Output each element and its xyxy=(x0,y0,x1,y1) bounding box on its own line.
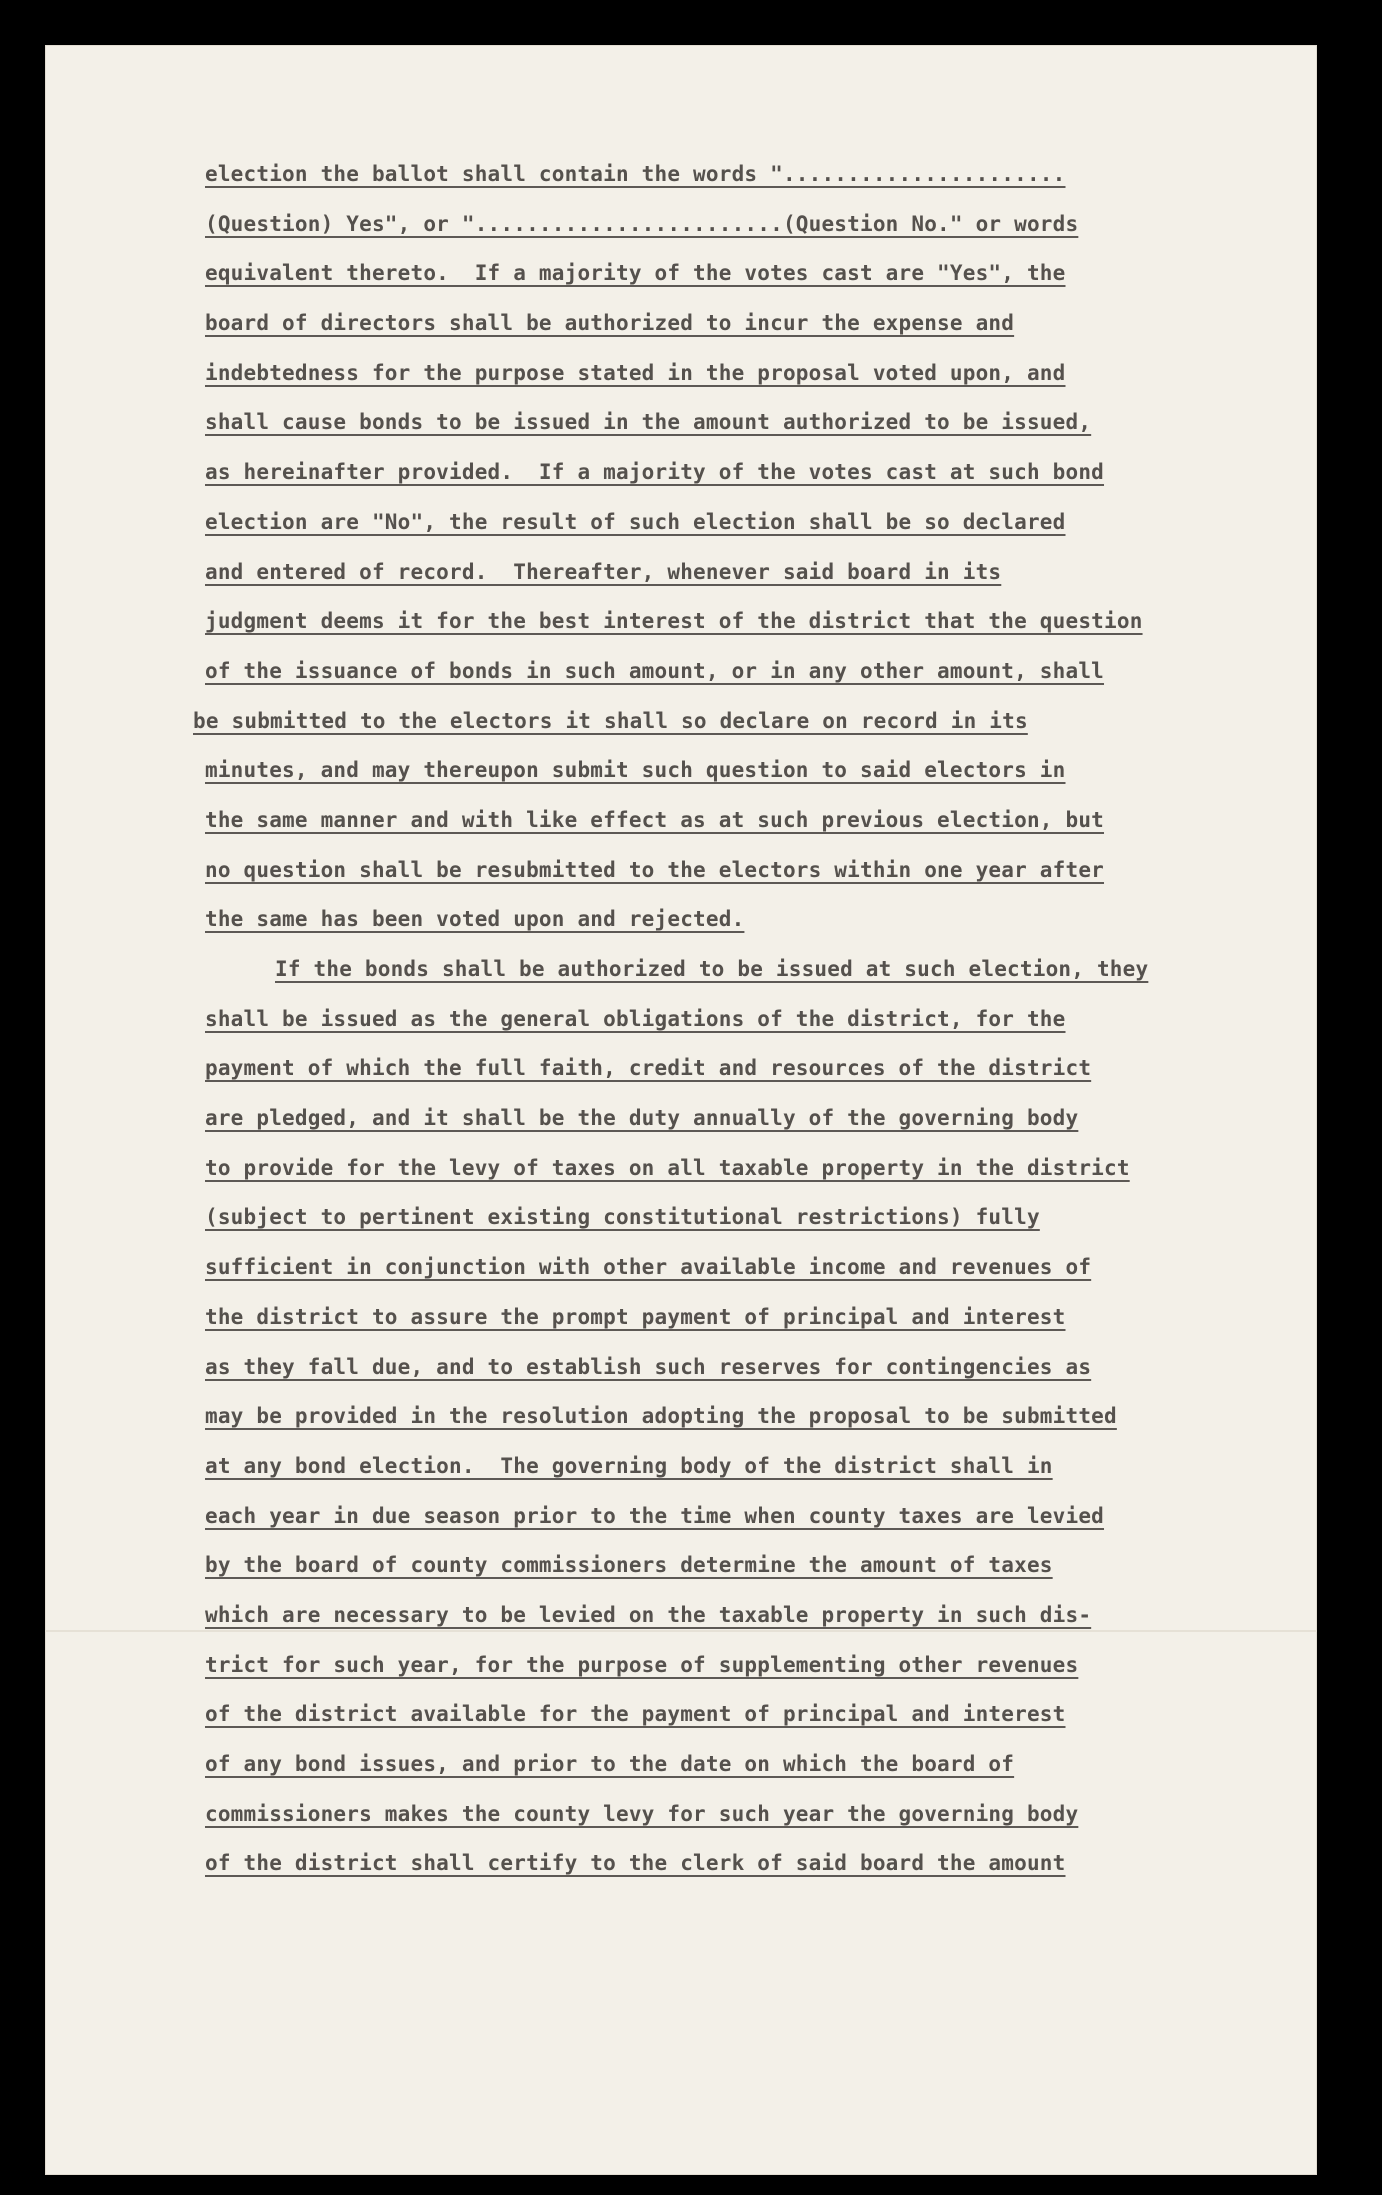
text-line: of the district shall certify to the clerk of said board the amount xyxy=(205,1851,1066,1876)
text-line: and entered of record. Thereafter, whenever said board in its xyxy=(205,559,1002,584)
text-line: as hereinafter provided. If a majority of the votes cast at such bond xyxy=(205,460,1105,485)
text-line: as they fall due, and to establish such reserves for contingencies as xyxy=(205,1354,1092,1379)
text-line: (subject to pertinent existing constitutional restrictions) fully xyxy=(205,1205,1040,1230)
text-line: board of directors shall be authorized to incur the expense and xyxy=(205,311,1015,336)
text-line: the district to assure the prompt payment of principal and interest xyxy=(205,1304,1066,1329)
text-line: equivalent thereto. If a majority of the votes cast are "Yes", the xyxy=(205,261,1066,286)
text-line: to provide for the levy of taxes on all taxable property in the district xyxy=(205,1155,1130,1180)
text-line: may be provided in the resolution adopting the proposal to be submitted xyxy=(205,1404,1117,1429)
document-page xyxy=(45,45,1317,2175)
text-line: (Question) Yes", or "........................(Question No." or words xyxy=(205,211,1079,236)
text-line: judgment deems it for the best interest of the district that the question xyxy=(205,609,1143,634)
text-line: the same has been voted upon and rejected. xyxy=(205,907,745,932)
text-line: are pledged, and it shall be the duty annually of the governing body xyxy=(205,1106,1079,1131)
text-line: shall cause bonds to be issued in the amount authorized to be issued, xyxy=(205,410,1092,435)
text-line: election are "No", the result of such election shall be so declared xyxy=(205,509,1066,534)
text-line: shall be issued as the general obligations of the district, for the xyxy=(205,1006,1066,1031)
text-line: election the ballot shall contain the words "...................... xyxy=(205,162,1066,186)
typewritten-text xyxy=(145,150,1275,1889)
text-line: sufficient in conjunction with other available income and revenues of xyxy=(205,1255,1092,1280)
paragraph-start-line: If the bonds shall be authorized to be issued at such election, they xyxy=(275,957,1149,981)
text-line: of any bond issues, and prior to the date on which the board of xyxy=(205,1752,1015,1776)
text-line: be submitted to the electors it shall so declare on record in its xyxy=(193,708,1028,733)
text-line: of the issuance of bonds in such amount, or in any other amount, shall xyxy=(205,658,1105,683)
text-line: trict for such year, for the purpose of supplementing other revenues xyxy=(205,1652,1079,1677)
text-line: at any bond election. The governing body of the district shall in xyxy=(205,1453,1053,1478)
text-line: minutes, and may thereupon submit such question to said electors in xyxy=(205,758,1066,783)
text-line: by the board of county commissioners determine the amount of taxes xyxy=(205,1553,1053,1578)
text-line: the same manner and with like effect as at such previous election, but xyxy=(205,807,1105,832)
text-line: which are necessary to be levied on the taxable property in such dis- xyxy=(205,1602,1092,1627)
text-line: payment of which the full faith, credit and resources of the district xyxy=(205,1056,1092,1081)
text-line: commissioners makes the county levy for such year the governing body xyxy=(205,1801,1079,1826)
text-line: each year in due season prior to the time when county taxes are levied xyxy=(205,1503,1105,1528)
text-line: of the district available for the payment of principal and interest xyxy=(205,1702,1066,1727)
text-line: indebtedness for the purpose stated in the proposal voted upon, and xyxy=(205,360,1066,385)
text-line: no question shall be resubmitted to the electors within one year after xyxy=(205,857,1105,882)
